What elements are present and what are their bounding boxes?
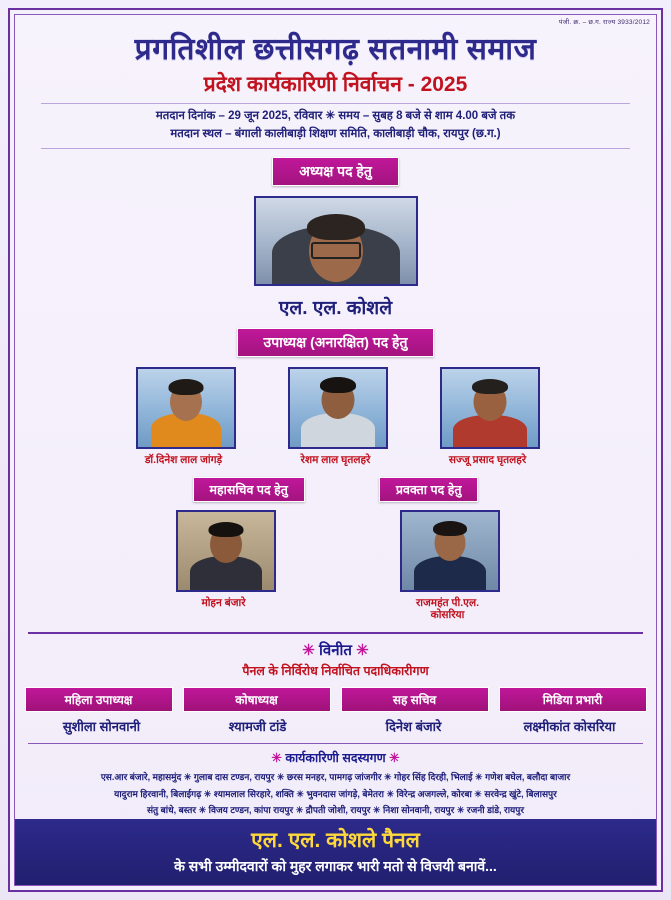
president-post-label: अध्यक्ष पद हेतु <box>272 157 399 186</box>
members-line-1: एस.आर बंजारे, महासमुंद ✳ गुलाब दास टण्डन, रायपुर ✳ छरस मनहर, पामगढ़ जांजगीर ✳ गोहर सिंह दिरही, भिलाई ✳ गणेश बघेल, बलौदा बाजार <box>100 772 571 783</box>
voting-details <box>15 104 656 146</box>
divider-above-members <box>28 743 643 744</box>
pravakta-name: राजमहंत पी.एल. कोसरिया <box>415 596 479 622</box>
president-photo <box>254 196 418 286</box>
footer-appeal-text: के सभी उम्मीदवारों को मुहर लगाकर भारी मतो से विजयी बनावें... <box>174 858 497 874</box>
star-left-icon: ✳ <box>302 642 315 660</box>
unopposed-post-row <box>15 687 656 712</box>
president-name: एल. एल. कोशले <box>278 298 393 320</box>
secretary-spokesperson-row <box>15 510 656 622</box>
members-list <box>15 766 656 819</box>
star-members-icon: ✳ <box>271 751 282 766</box>
unopposed-name-4: लक्ष्मीकांत कोसरिया <box>523 719 616 735</box>
vinit-text: विनीत <box>319 642 352 660</box>
members-heading-text: कार्यकारिणी सदस्यगण <box>285 751 386 766</box>
vinit-subtitle: पैनल के निर्विरोध निर्वाचित पदाधिकारीगण <box>242 664 429 679</box>
unopposed-post-3: सह सचिव <box>341 687 489 712</box>
members-heading <box>15 749 656 766</box>
pravakta-candidate <box>400 510 496 622</box>
footer-appeal <box>15 819 656 885</box>
vinit-title <box>15 640 656 660</box>
footer-panel-name: एल. एल. कोशले पैनल <box>251 829 420 852</box>
unopposed-name-3: दिनेश बंजारे <box>385 719 442 735</box>
pravakta-photo <box>400 510 500 592</box>
divider-below-meta <box>41 148 631 149</box>
mahasachiv-photo <box>176 510 276 592</box>
vp-candidate-3-photo <box>440 367 540 449</box>
vp-candidate-1-photo <box>136 367 236 449</box>
poster-outer-frame <box>8 8 663 892</box>
poster-inner-frame <box>14 14 657 886</box>
vp-post-label: उपाध्यक्ष (अनारक्षित) पद हेतु <box>237 328 435 357</box>
star-members-icon-2: ✳ <box>389 751 400 766</box>
vp-candidate-2-photo <box>288 367 388 449</box>
unopposed-post-1: महिला उपाध्यक्ष <box>25 687 173 712</box>
vp-candidate-1-name: डॉ.दिनेश लाल जांगड़े <box>144 454 223 467</box>
divider-above-vinit <box>28 632 643 634</box>
voting-date-time: मतदान दिनांक – 29 जून 2025, रविवार ✳ समय – सुबह 8 बजे से शाम 4.00 बजे तक <box>155 109 516 122</box>
vp-candidate-row <box>15 367 656 467</box>
mahasachiv-name: मोहन बंजारे <box>201 596 246 609</box>
unopposed-name-row <box>15 717 656 735</box>
vp-candidate-3-name: सज्जू प्रसाद घृतलहरे <box>448 454 527 467</box>
pravakta-post-label: प्रवक्ता पद हेतु <box>379 477 479 502</box>
star-right-icon: ✳ <box>356 642 369 660</box>
vp-candidate-2 <box>288 367 384 467</box>
vp-candidate-3 <box>440 367 536 467</box>
vp-candidate-1 <box>136 367 232 467</box>
members-line-2: यादुराम हिरवानी, बिलाईगढ़ ✳ श्यामलाल सिरहारे, शक्ति ✳ भुवनदास जांगड़े, बेमेतरा ✳ विरेन्द्र अजगल्ले, कोरबा ✳ सरवेन्द्र खुंटे, बिलासपुर <box>114 788 557 799</box>
president-post-banner-wrap <box>15 157 656 186</box>
mahasachiv-post-label: महासचिव पद हेतु <box>193 477 305 502</box>
unopposed-post-2: कोषाध्यक्ष <box>183 687 331 712</box>
vp-post-banner-wrap <box>15 328 656 357</box>
event-title: प्रदेश कार्यकारिणी निर्वाचन - 2025 <box>203 73 468 96</box>
members-line-3: संतु बांधे, बस्तर ✳ विजय टण्डन, कांपा रायपुर ✳ द्रौपती जोशी, रायपुर ✳ निशा सोनवानी, रायपुर ✳ रजनी डांडे, रायपुर <box>146 805 525 816</box>
unopposed-post-4: मिडिया प्रभारी <box>499 687 647 712</box>
unopposed-name-2: श्यामजी टांडे <box>228 719 287 735</box>
registration-number: पंजी. क्र. – छ.ग. राज्य 3933/2012 <box>558 19 650 26</box>
voting-venue: मतदान स्थल – बंगाली कालीबाड़ी शिक्षण समिति, कालीबाड़ी चौक, रायपुर (छ.ग.) <box>170 127 501 140</box>
vp-candidate-2-name: रेशम लाल घृतलहरे <box>300 454 371 467</box>
secretary-spokesperson-banners <box>15 477 656 502</box>
unopposed-name-1: सुशीला सोनवानी <box>62 719 141 735</box>
organization-name: प्रगतिशील छत्तीसगढ़ सतनामी समाज <box>134 33 537 66</box>
mahasachiv-candidate <box>176 510 272 622</box>
